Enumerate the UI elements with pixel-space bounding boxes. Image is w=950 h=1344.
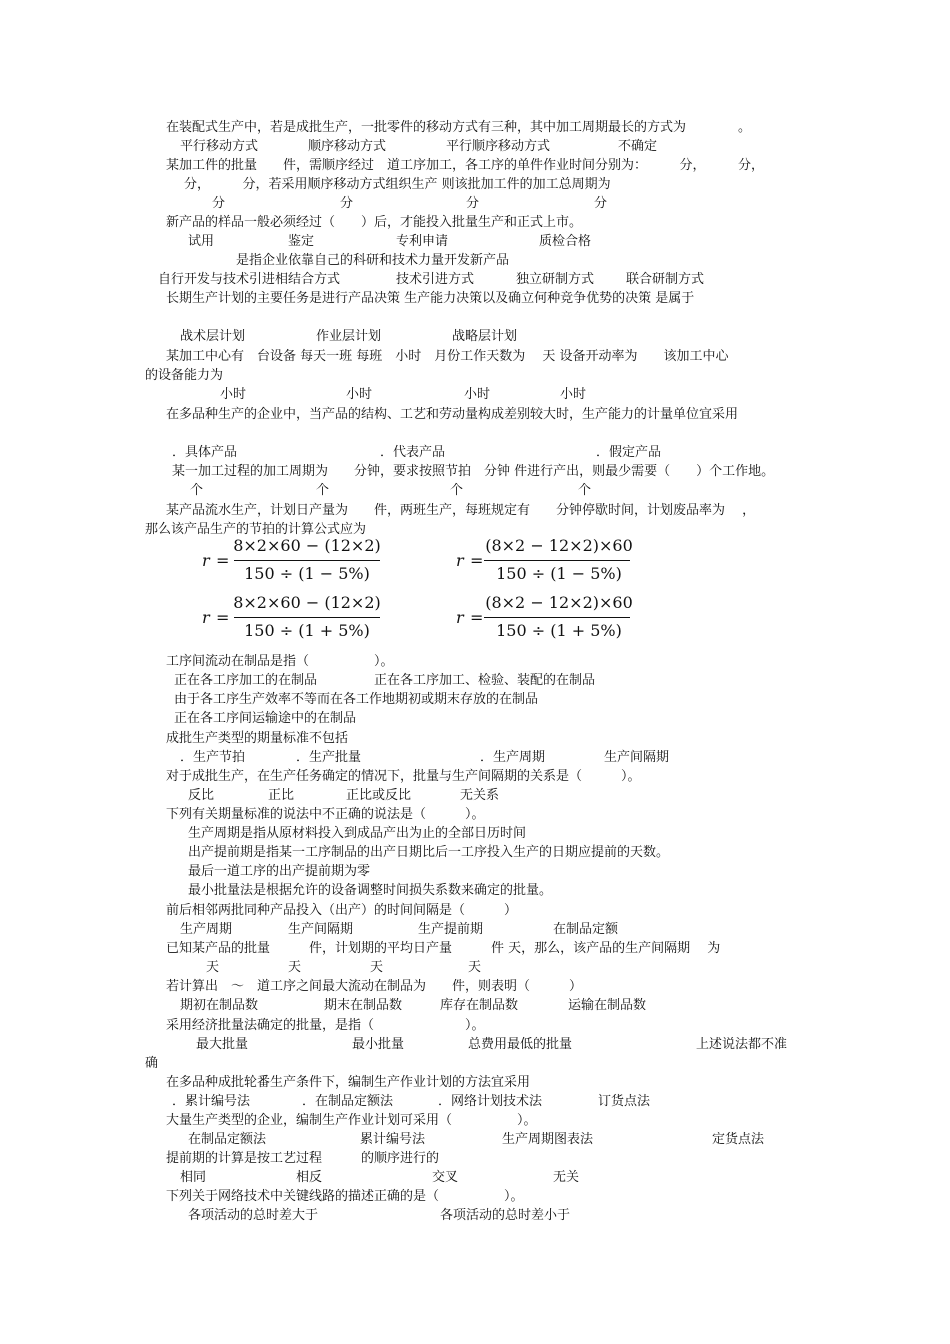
option: ．生产批量: [296, 750, 362, 765]
option: 相反: [296, 1170, 323, 1185]
question-stem: 已知某产品的批量 件，计划期的平均日产量 件 天，那么，该产品的生产间隔期 为: [166, 941, 721, 956]
question-stem-continued: 分， 分，若采用顺序移动方式组织生产 则该批加工件的加工总周期为: [184, 177, 611, 192]
option: 期末在制品数: [324, 998, 403, 1013]
fraction-bar: [234, 560, 380, 561]
option: 战略层计划: [452, 329, 518, 344]
option: 小时: [560, 387, 587, 402]
option: 个: [450, 483, 464, 498]
option: 正在各工序加工、检验、装配的在制品: [374, 673, 596, 688]
option: 库存在制品数: [440, 998, 519, 1013]
question-stem: 某产品流水生产，计划日产量为 件，两班生产，每班规定有 分钟停歇时间，计划废品率为 ，: [166, 503, 756, 518]
question-stem: 长期生产计划的主要任务是进行产品决策 生产能力决策以及确立何种竞争优势的决策 是属于: [166, 291, 695, 306]
formula-option-a: r = 8×2×60 − (12×2) 150 ÷ (1 − 5%): [202, 536, 381, 583]
option: ．累计编号法: [172, 1094, 251, 1109]
option: ．生产周期: [480, 750, 546, 765]
question-stem: 前后相邻两批同种产品投入（出产）的时间间隔是（ ）: [166, 903, 518, 918]
option: 平行移动方式: [180, 139, 259, 154]
option-wrap: 确: [145, 1056, 159, 1071]
option: 总费用最低的批量: [468, 1037, 573, 1052]
option: 个: [578, 483, 592, 498]
option: 反比: [188, 788, 215, 803]
question-stem-continued: 的设备能力为: [145, 368, 224, 383]
option: 分: [466, 196, 480, 211]
option: 运输在制品数: [568, 998, 647, 1013]
formula-numerator: 8×2×60 − (12×2): [233, 593, 381, 612]
question-stem: 下列关于网络技术中关键线路的描述正确的是（ ）。: [166, 1189, 524, 1204]
question-stem: 在多品种生产的企业中，当产品的结构、工艺和劳动量构成差别较大时，生产能力的计量单位宜采用: [166, 407, 739, 422]
option: 最大批量: [196, 1037, 249, 1052]
option: 生产周期图表法: [502, 1132, 594, 1147]
option: 正在各工序间运输途中的在制品: [174, 711, 357, 726]
fraction-bar: [484, 560, 630, 561]
fraction-bar: [484, 617, 630, 618]
formula-option-c: r = 8×2×60 − (12×2) 150 ÷ (1 + 5%): [202, 593, 381, 640]
option: 生产周期是指从原材料投入到成品产出为止的全部日历时间: [188, 826, 527, 841]
option: ．代表产品: [380, 445, 446, 460]
option: ．生产节拍: [180, 750, 246, 765]
question-stem: 下列有关期量标准的说法中不正确的说法是（ ）。: [166, 807, 485, 822]
formula-numerator: (8×2 − 12×2)×60: [485, 593, 633, 612]
formula-symbol: r: [202, 608, 210, 627]
formula-numerator: 8×2×60 − (12×2): [233, 536, 381, 555]
option: 生产间隔期: [604, 750, 670, 765]
option: 相同: [180, 1170, 207, 1185]
option: ．网络计划技术法: [438, 1094, 543, 1109]
option: 天: [288, 960, 302, 975]
option: 个: [190, 483, 204, 498]
question-stem: 成批生产类型的期量标准不包括: [166, 731, 349, 746]
option: 最小批量法是根据允许的设备调整时间损失系数来确定的批量。: [188, 883, 553, 898]
option: 上述说法都不准: [696, 1037, 788, 1052]
option: 质检合格: [539, 234, 592, 249]
question-stem: 某加工中心有 台设备 每天一班 每班 小时 月份工作天数为 天 设备开动率为 该加工中心: [166, 349, 729, 364]
option: ．具体产品: [172, 445, 238, 460]
question-stem: 若计算出 ～ 道工序之间最大流动在制品为 件，则表明（ ）: [166, 979, 583, 994]
option: 分: [594, 196, 608, 211]
option: 战术层计划: [180, 329, 246, 344]
option: 专利申请: [396, 234, 449, 249]
question-stem: 提前期的计算是按工艺过程 的顺序进行的: [166, 1151, 440, 1166]
question-stem: 大量生产类型的企业，编制生产作业计划可采用（ ）。: [166, 1113, 537, 1128]
option: 联合研制方式: [626, 272, 705, 287]
formula-symbol: r: [456, 608, 464, 627]
option: 正在各工序加工的在制品: [174, 673, 318, 688]
option: 无关系: [460, 788, 500, 803]
option: 生产间隔期: [288, 922, 354, 937]
option: 订货点法: [598, 1094, 651, 1109]
option: 最小批量: [352, 1037, 405, 1052]
question-stem: 对于成批生产，在生产任务确定的情况下，批量与生产间隔期的关系是（ ）。: [166, 769, 641, 784]
option: 正比或反比: [346, 788, 412, 803]
option: 试用: [188, 234, 215, 249]
option: 在制品定额: [553, 922, 619, 937]
question-stem: 在装配式生产中，若是成批生产，一批零件的移动方式有三种，其中加工周期最长的方式为 。: [166, 120, 752, 135]
formula-numerator: (8×2 − 12×2)×60: [485, 536, 633, 555]
formula-denominator: 150 ÷ (1 − 5%): [496, 564, 622, 583]
option: 生产提前期: [418, 922, 484, 937]
question-stem: 新产品的样品一般必须经过（ ）后，才能投入批量生产和正式上市。: [166, 215, 583, 230]
option: 独立研制方式: [516, 272, 595, 287]
option: 小时: [346, 387, 373, 402]
option: 不确定: [618, 139, 658, 154]
option: 小时: [220, 387, 247, 402]
option: 技术引进方式: [396, 272, 475, 287]
formula-denominator: 150 ÷ (1 + 5%): [244, 621, 370, 640]
option: 由于各工序生产效率不等而在各工作地期初或期末存放的在制品: [174, 692, 539, 707]
question-stem-continued: 那么该产品生产的节拍的计算公式应为: [145, 522, 367, 537]
option: 天: [370, 960, 384, 975]
question-stem: 是指企业依靠自己的科研和技术力量开发新产品: [236, 253, 510, 268]
formula-symbol: r: [456, 551, 464, 570]
formula-option-b: r = (8×2 − 12×2)×60 150 ÷ (1 − 5%): [456, 536, 633, 583]
option: 鉴定: [288, 234, 315, 249]
option: 最后一道工序的出产提前期为零: [188, 864, 371, 879]
option: 各项活动的总时差大于: [188, 1208, 319, 1223]
option: 分: [340, 196, 354, 211]
question-stem: 某一加工过程的加工周期为 分钟，要求按照节拍 分钟 件进行产出，则最少需要（ ）个工作地。: [172, 464, 775, 479]
option: 累计编号法: [360, 1132, 426, 1147]
option: 分: [212, 196, 226, 211]
fraction-bar: [234, 617, 380, 618]
formula-option-d: r = (8×2 − 12×2)×60 150 ÷ (1 + 5%): [456, 593, 633, 640]
option: 各项活动的总时差小于: [440, 1208, 571, 1223]
question-stem: 工序间流动在制品是指（ ）。: [166, 654, 394, 669]
option: 交叉: [432, 1170, 459, 1185]
formula-denominator: 150 ÷ (1 + 5%): [496, 621, 622, 640]
option: 无关: [553, 1170, 580, 1185]
option: 小时: [464, 387, 491, 402]
question-stem: 采用经济批量法确定的批量，是指（ ）。: [166, 1018, 485, 1033]
option: 作业层计划: [316, 329, 382, 344]
option: 正比: [268, 788, 295, 803]
option: ．在制品定额法: [302, 1094, 394, 1109]
option: 生产周期: [180, 922, 233, 937]
option: ．假定产品: [596, 445, 662, 460]
question-stem: 在多品种成批轮番生产条件下，编制生产作业计划的方法宜采用: [166, 1075, 531, 1090]
option: 个: [316, 483, 330, 498]
option: 天: [206, 960, 220, 975]
option: 出产提前期是指某一工序制品的出产日期比后一工序投入生产的日期应提前的天数。: [188, 845, 670, 860]
option: 自行开发与技术引进相结合方式: [158, 272, 341, 287]
option: 天: [468, 960, 482, 975]
question-stem: 某加工件的批量 件，需顺序经过 道工序加工，各工序的单件作业时间分别为： 分， 分，: [166, 158, 765, 173]
option: 在制品定额法: [188, 1132, 267, 1147]
option: 平行顺序移动方式: [446, 139, 551, 154]
option: 期初在制品数: [180, 998, 259, 1013]
option: 定货点法: [712, 1132, 765, 1147]
formula-symbol: r: [202, 551, 210, 570]
option: 顺序移动方式: [308, 139, 387, 154]
formula-denominator: 150 ÷ (1 − 5%): [244, 564, 370, 583]
